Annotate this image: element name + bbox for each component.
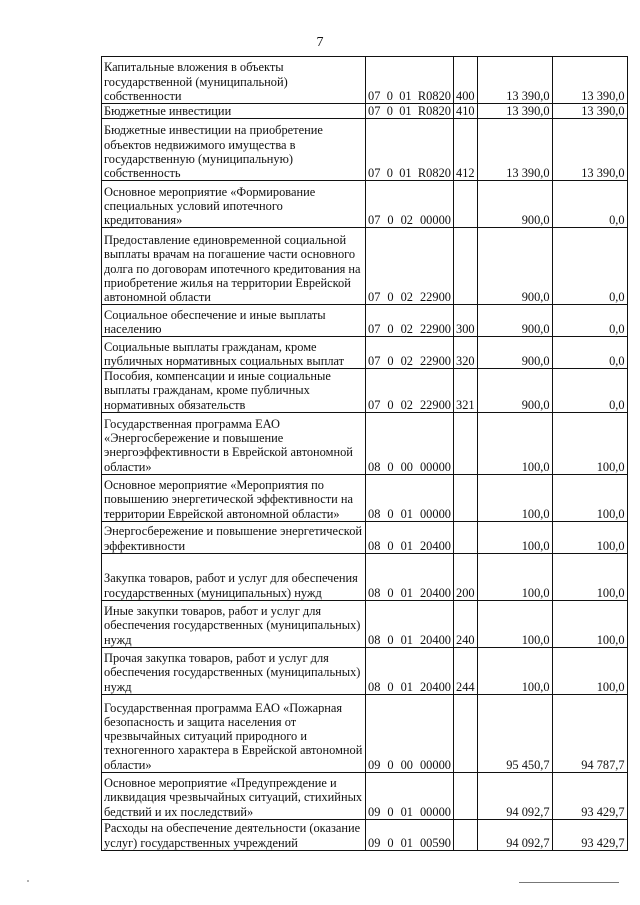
- expense-type-code: [454, 521, 478, 553]
- code-subprogram: 0: [387, 804, 394, 819]
- code-program: 09: [368, 804, 381, 819]
- expense-type-code: [454, 181, 478, 228]
- sum-year-2: 100,0: [552, 600, 627, 647]
- code-direction: R0820: [417, 166, 451, 180]
- target-article-code: [366, 474, 454, 521]
- code-program: 08: [368, 538, 381, 553]
- row-name: Иные закупки товаров, работ и услуг для обеспечения государственных (муниципальных) нужд: [102, 600, 366, 647]
- code-event: 02: [400, 397, 413, 412]
- table-row: [102, 412, 628, 474]
- code-subprogram: 0: [387, 632, 394, 647]
- row-name: Основное мероприятие «Мероприятия по повышению энергетической эффективности на территории Еврейской автономной области»: [102, 474, 366, 521]
- code-subprogram: 0: [387, 290, 394, 304]
- code-program: 08: [368, 459, 381, 474]
- expense-type-code: 321: [454, 369, 478, 413]
- code-direction: 00000: [419, 459, 451, 474]
- code-direction: 00590: [419, 835, 451, 850]
- code-direction: 00000: [419, 506, 451, 521]
- code-event: 01: [400, 835, 413, 850]
- expense-type-code: 240: [454, 600, 478, 647]
- sum-year-2: 93 429,7: [552, 819, 627, 850]
- code-direction: 22900: [419, 354, 451, 368]
- code-event: 01: [399, 166, 412, 180]
- sum-year-1: 900,0: [477, 228, 552, 305]
- expense-type-code: [454, 694, 478, 772]
- table-row: [102, 369, 628, 413]
- row-name: Основное мероприятие «Формирование специальных условий ипотечного кредитования»: [102, 181, 366, 228]
- sum-year-1: 100,0: [477, 600, 552, 647]
- table-row: [102, 228, 628, 305]
- expense-type-code: 244: [454, 647, 478, 694]
- code-direction: 22900: [419, 397, 451, 412]
- sum-year-2: 100,0: [552, 553, 627, 600]
- code-subprogram: 0: [387, 354, 394, 368]
- sum-year-2: 13 390,0: [552, 57, 627, 104]
- expense-type-code: 320: [454, 337, 478, 369]
- row-name: Бюджетные инвестиции: [102, 104, 366, 119]
- code-direction: 22900: [419, 322, 451, 336]
- code-subprogram: 0: [387, 322, 394, 336]
- row-name: Социальные выплаты гражданам, кроме публичных нормативных социальных выплат: [102, 337, 366, 369]
- code-program: 07: [368, 322, 381, 336]
- code-subprogram: 0: [387, 757, 394, 772]
- sum-year-1: 94 092,7: [477, 772, 552, 819]
- code-event: 01: [400, 538, 413, 553]
- code-direction: 20400: [419, 632, 451, 647]
- code-event: 01: [400, 585, 413, 600]
- code-subprogram: 0: [387, 506, 394, 521]
- row-name: Расходы на обеспечение деятельности (оказание услуг) государственных учреждений: [102, 819, 366, 850]
- expense-type-code: 400: [454, 57, 478, 104]
- target-article-code: [366, 119, 454, 181]
- code-program: 08: [368, 585, 381, 600]
- code-direction: R0820: [417, 104, 451, 118]
- code-direction: 22900: [419, 290, 451, 304]
- table-row: [102, 305, 628, 337]
- table-row: [102, 119, 628, 181]
- code-program: 07: [368, 166, 381, 180]
- footer-line: [519, 882, 619, 884]
- target-article-code: [366, 57, 454, 104]
- sum-year-1: 100,0: [477, 553, 552, 600]
- expense-type-code: [454, 474, 478, 521]
- table-row: [102, 553, 628, 600]
- sum-year-2: 94 787,7: [552, 694, 627, 772]
- target-article-code: [366, 647, 454, 694]
- code-program: 07: [368, 397, 381, 412]
- code-program: 07: [368, 213, 381, 227]
- table-row: [102, 104, 628, 119]
- code-event: 01: [399, 104, 412, 118]
- target-article-code: [366, 553, 454, 600]
- code-program: 09: [368, 757, 381, 772]
- table-row: [102, 772, 628, 819]
- sum-year-1: 13 390,0: [477, 104, 552, 119]
- code-direction: 20400: [419, 538, 451, 553]
- code-event: 01: [400, 679, 413, 694]
- row-name: Пособия, компенсации и иные социальные выплаты гражданам, кроме публичных нормативных обязательств: [102, 369, 366, 413]
- code-program: 09: [368, 835, 381, 850]
- sum-year-1: 100,0: [477, 412, 552, 474]
- target-article-code: [366, 521, 454, 553]
- target-article-code: [366, 228, 454, 305]
- row-name: Закупка товаров, работ и услуг для обеспечения государственных (муниципальных) нужд: [102, 553, 366, 600]
- table-row: [102, 647, 628, 694]
- code-subprogram: 0: [387, 459, 394, 474]
- expense-type-code: [454, 412, 478, 474]
- code-direction: 00000: [419, 213, 451, 227]
- budget-table: [101, 56, 628, 851]
- table-row: [102, 181, 628, 228]
- sum-year-1: 100,0: [477, 521, 552, 553]
- target-article-code: [366, 337, 454, 369]
- table-row: [102, 521, 628, 553]
- row-name: Государственная программа ЕАО «Энергосбережение и повышение энергоэффективности в Еврейской автономной области»: [102, 412, 366, 474]
- code-subprogram: 0: [387, 679, 394, 694]
- row-name: Энергосбережение и повышение энергетической эффективности: [102, 521, 366, 553]
- sum-year-1: 900,0: [477, 181, 552, 228]
- code-program: 08: [368, 679, 381, 694]
- target-article-code: [366, 305, 454, 337]
- code-subprogram: 0: [387, 835, 394, 850]
- target-article-code: [366, 369, 454, 413]
- expense-type-code: [454, 228, 478, 305]
- sum-year-1: 900,0: [477, 369, 552, 413]
- code-event: 01: [400, 804, 413, 819]
- code-program: 07: [368, 104, 381, 118]
- scan-speck: [27, 880, 29, 882]
- row-name: Предоставление единовременной социальной выплаты врачам на погашение части основного долга по договорам ипотечного кредитования на приобретение жилья на территории Еврейской автономной области: [102, 228, 366, 305]
- target-article-code: [366, 181, 454, 228]
- expense-type-code: [454, 772, 478, 819]
- sum-year-2: 13 390,0: [552, 104, 627, 119]
- code-event: 02: [400, 290, 413, 304]
- code-subprogram: 0: [387, 538, 394, 553]
- code-subprogram: 0: [386, 88, 393, 103]
- sum-year-2: 0,0: [552, 228, 627, 305]
- sum-year-2: 100,0: [552, 521, 627, 553]
- code-event: 01: [400, 506, 413, 521]
- code-subprogram: 0: [387, 397, 394, 412]
- code-program: 08: [368, 632, 381, 647]
- sum-year-1: 95 450,7: [477, 694, 552, 772]
- code-subprogram: 0: [386, 166, 393, 180]
- expense-type-code: 200: [454, 553, 478, 600]
- sum-year-1: 900,0: [477, 337, 552, 369]
- code-event: 01: [400, 632, 413, 647]
- sum-year-1: 100,0: [477, 474, 552, 521]
- code-event: 01: [399, 88, 412, 103]
- table-row: [102, 819, 628, 850]
- code-subprogram: 0: [387, 585, 394, 600]
- table-row: [102, 600, 628, 647]
- code-direction: R0820: [417, 88, 451, 103]
- sum-year-2: 13 390,0: [552, 119, 627, 181]
- code-program: 07: [368, 88, 381, 103]
- row-name: Капитальные вложения в объекты государственной (муниципальной) собственности: [102, 57, 366, 104]
- target-article-code: [366, 819, 454, 850]
- code-direction: 20400: [419, 585, 451, 600]
- table-row: [102, 694, 628, 772]
- code-subprogram: 0: [386, 104, 393, 118]
- code-program: 07: [368, 290, 381, 304]
- sum-year-2: 0,0: [552, 305, 627, 337]
- table-row: [102, 57, 628, 104]
- target-article-code: [366, 600, 454, 647]
- code-program: 07: [368, 354, 381, 368]
- target-article-code: [366, 694, 454, 772]
- code-event: 02: [400, 322, 413, 336]
- table-row: [102, 337, 628, 369]
- expense-type-code: [454, 819, 478, 850]
- target-article-code: [366, 412, 454, 474]
- code-direction: 20400: [419, 679, 451, 694]
- sum-year-2: 100,0: [552, 412, 627, 474]
- sum-year-2: 100,0: [552, 647, 627, 694]
- code-event: 00: [400, 757, 413, 772]
- sum-year-2: 0,0: [552, 337, 627, 369]
- sum-year-1: 900,0: [477, 305, 552, 337]
- sum-year-2: 0,0: [552, 369, 627, 413]
- expense-type-code: 410: [454, 104, 478, 119]
- row-name: Государственная программа ЕАО «Пожарная безопасность и защита населения от чрезвычайных ситуаций природного и техногенного характера в Еврейской автономной области»: [102, 694, 366, 772]
- target-article-code: [366, 772, 454, 819]
- row-name: Основное мероприятие «Предупреждение и ликвидация чрезвычайных ситуаций, стихийных бедствий и их последствий»: [102, 772, 366, 819]
- code-program: 08: [368, 506, 381, 521]
- code-subprogram: 0: [387, 213, 394, 227]
- page-number: 7: [316, 35, 324, 50]
- table-row: [102, 474, 628, 521]
- row-name: Прочая закупка товаров, работ и услуг для обеспечения государственных (муниципальных) нужд: [102, 647, 366, 694]
- code-event: 00: [400, 459, 413, 474]
- sum-year-2: 100,0: [552, 474, 627, 521]
- sum-year-2: 93 429,7: [552, 772, 627, 819]
- code-direction: 00000: [419, 804, 451, 819]
- code-event: 02: [400, 354, 413, 368]
- sum-year-1: 94 092,7: [477, 819, 552, 850]
- sum-year-1: 13 390,0: [477, 119, 552, 181]
- sum-year-1: 100,0: [477, 647, 552, 694]
- sum-year-1: 13 390,0: [477, 57, 552, 104]
- row-name: Бюджетные инвестиции на приобретение объектов недвижимого имущества в государственную (муниципальную) собственность: [102, 119, 366, 181]
- code-event: 02: [400, 213, 413, 227]
- code-direction: 00000: [419, 757, 451, 772]
- target-article-code: [366, 104, 454, 119]
- row-name: Социальное обеспечение и иные выплаты населению: [102, 305, 366, 337]
- expense-type-code: 412: [454, 119, 478, 181]
- sum-year-2: 0,0: [552, 181, 627, 228]
- expense-type-code: 300: [454, 305, 478, 337]
